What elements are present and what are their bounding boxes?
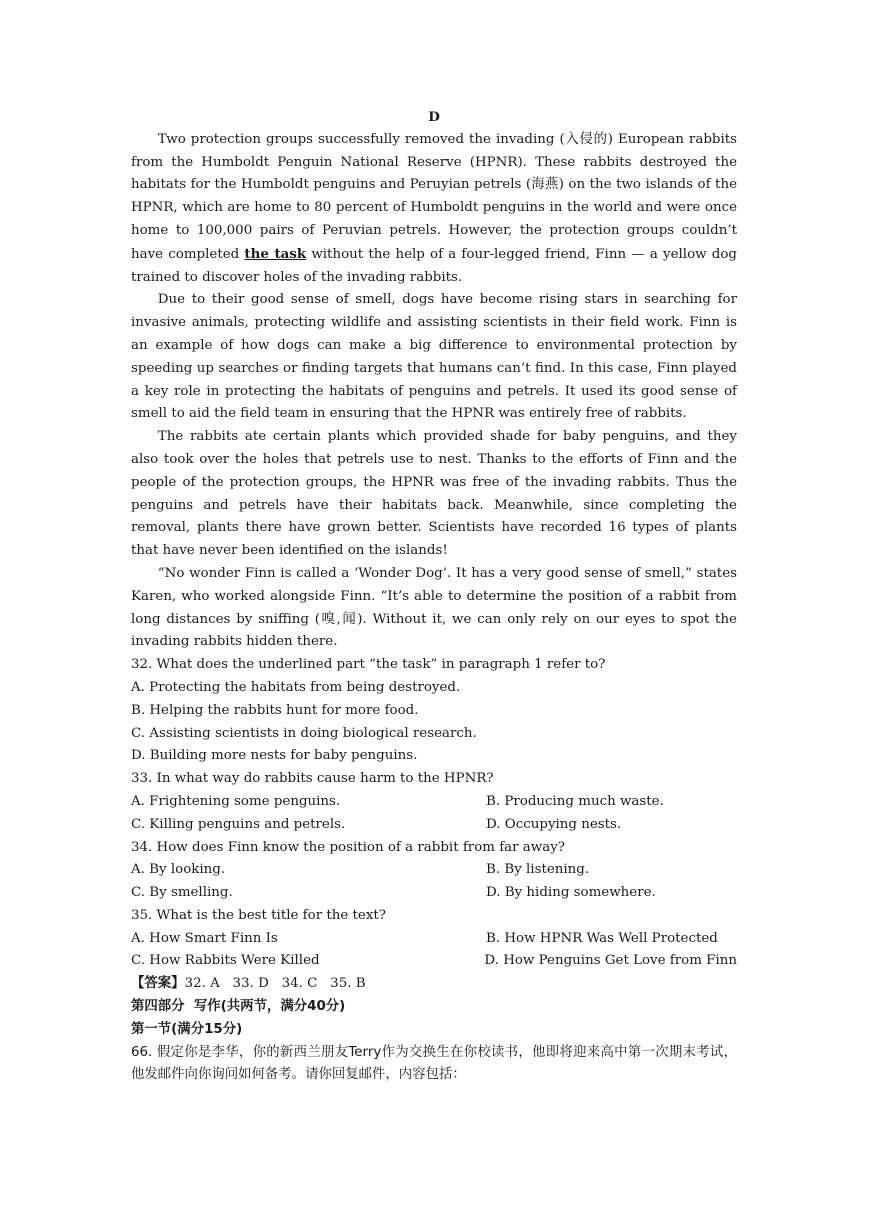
section-1-heading: 第一节(满分15分) — [131, 1021, 243, 1037]
question-35-options-row-2 — [131, 950, 737, 973]
question-35-options-row-1 — [131, 928, 737, 951]
question-35-stem: 35. What is the best title for the text? — [131, 907, 386, 923]
question-34-options-row-2 — [131, 882, 737, 905]
question-32-option-d: D. Building more nests for baby penguins. — [131, 748, 418, 764]
part-4-heading: 第四部分 写作(共两节，满分40分) — [131, 999, 346, 1015]
question-33-option-c: C. Killing penguins and petrels. — [131, 816, 346, 832]
question-33-option-a: A. Frightening some penguins. — [131, 793, 341, 809]
question-32-stem: 32. What does the underlined part “the task” in paragraph 1 refer to? — [131, 657, 606, 673]
answer-label: 【答案】 — [131, 976, 185, 992]
question-34-stem: 34. How does Finn know the position of a rabbit from far away? — [131, 839, 565, 855]
question-33-options-row-1 — [131, 791, 737, 814]
document-page — [131, 106, 737, 1087]
question-34-options-row-1 — [131, 859, 737, 882]
question-32-option-a: A. Protecting the habitats from being destroyed. — [131, 679, 461, 695]
writing-prompt-66: 66. 假定你是李华，你的新西兰朋友Terry作为交换生在你校读书，他即将迎来高中第一次期末考试，他发邮件向你询问如何备考。请你回复邮件，内容包括： — [131, 1044, 737, 1083]
question-33-option-d: D. Occupying nests. — [486, 816, 622, 832]
question-34-option-c: C. By smelling. — [131, 885, 233, 901]
question-32-option-c: C. Assisting scientists in doing biological research. — [131, 725, 477, 741]
question-35-option-b: B. How HPNR Was Well Protected — [486, 930, 718, 946]
answer-key — [131, 973, 737, 996]
passage-paragraph-2: Due to their good sense of smell, dogs have become rising stars in searching for invasive animals, protecting wildlife and assisting scientists in their field work. Finn is an example of how dogs can make a big difference to environmental protection by speeding up searches or finding targets that humans can’t find. In this case, Finn played a key role in protecting the habitats of penguins and petrels. It used its good sense of smell to aid the field team in ensuring that the HPNR was entirely free of rabbits. — [131, 292, 737, 422]
question-34-option-a: A. By looking. — [131, 862, 226, 878]
underlined-the-task: the task — [244, 245, 307, 262]
question-34-option-b: B. By listening. — [486, 862, 590, 878]
passage-paragraph-4: “No wonder Finn is called a ‘Wonder Dog’. It has a very good sense of smell,” states Karen, who worked alongside Finn. “It’s able to determine the position of a rabbit from long distances by sniffing (嗅,闻). Without it, we can only rely on our eyes to spot the invading rabbits hidden there. — [131, 565, 737, 650]
question-33-options-row-2 — [131, 814, 737, 837]
passage-paragraph-1 — [131, 129, 737, 290]
answer-text: 32. A 33. D 34. C 35. B — [184, 976, 366, 992]
section-letter: D — [428, 109, 440, 125]
question-33-option-b: B. Producing much waste. — [486, 793, 664, 809]
p1-text-after: without the help of a four-legged friend, Finn — a yellow dog trained to discover holes of the invading rabbits. — [131, 246, 737, 285]
question-32-option-b: B. Helping the rabbits hunt for more food. — [131, 702, 419, 718]
question-35-option-a: A. How Smart Finn Is — [131, 930, 278, 946]
question-33-stem: 33. In what way do rabbits cause harm to the HPNR? — [131, 771, 494, 787]
question-35-option-c: C. How Rabbits Were Killed — [131, 953, 320, 969]
question-34-option-d: D. By hiding somewhere. — [486, 885, 656, 901]
p1-text-before: Two protection groups successfully removed the invading (入侵的) European rabbits from the Humboldt Penguin National Reserve (HPNR). These rabbits destroyed the habitats for the Humboldt penguins and Peruyian petrels (海燕) on the two islands of the HPNR, which are home to 80 percent of Humboldt penguins in the world and were once home to 100,000 pairs of Peruvian petrels. However, the protection groups couldn’t have completed — [131, 131, 737, 262]
passage-paragraph-3: The rabbits ate certain plants which provided shade for baby penguins, and they also took over the holes that petrels use to nest. Thanks to the efforts of Finn and the people of the protection groups, the HPNR was free of the invading rabbits. Thus the penguins and petrels have their habitats back. Meanwhile, since completing the removal, plants there have grown better. Scientists have recorded 16 types of plants that have never been identified on the islands! — [131, 429, 737, 559]
question-35-option-d: D. How Penguins Get Love from Finn — [484, 953, 737, 969]
